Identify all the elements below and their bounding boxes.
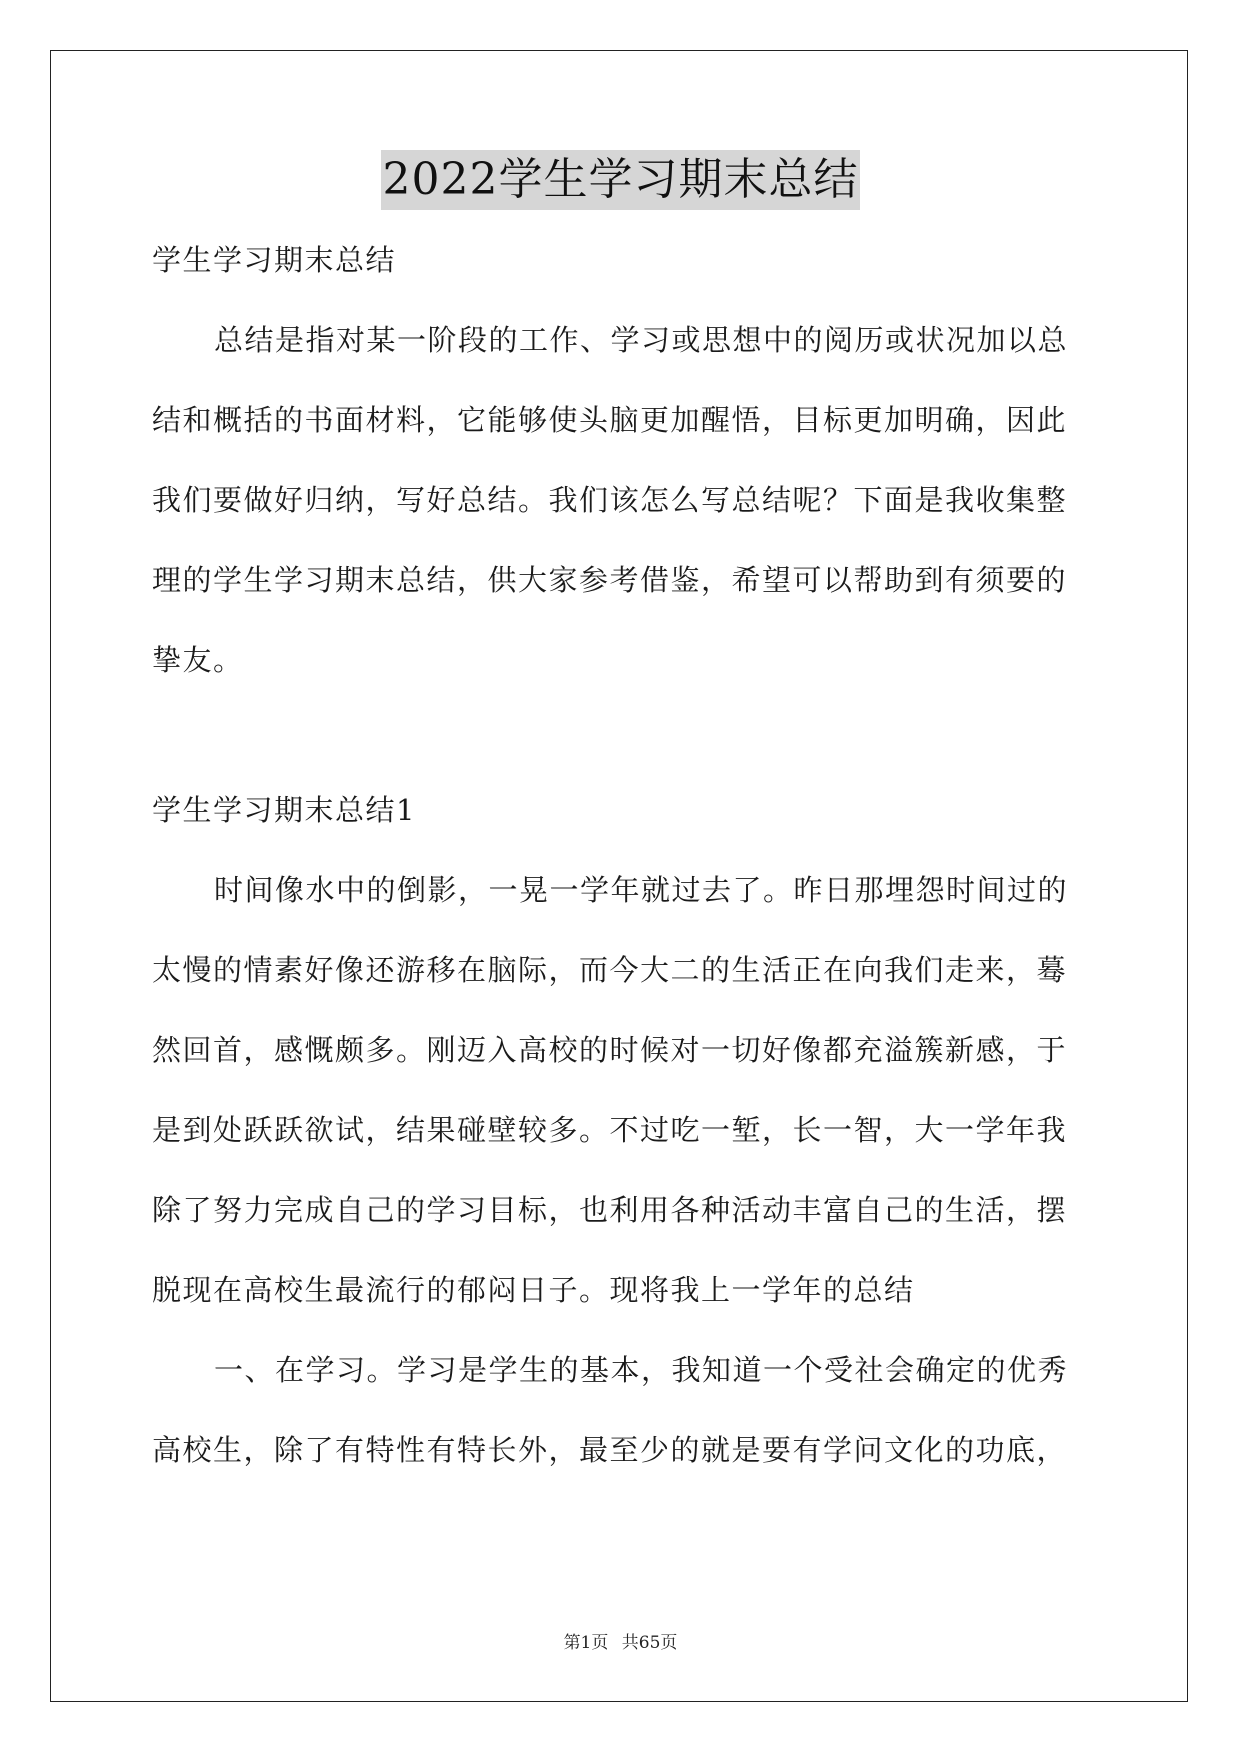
- page-total: 共65页: [621, 1633, 678, 1653]
- paragraph-line: 总结是指对某一阶段的工作、学习或思想中的阅历或状况加以总: [214, 323, 1069, 357]
- paragraph-line: 除了努力完成自己的学习目标，也利用各种活动丰富自己的生活，摆: [152, 1193, 1068, 1227]
- page-footer: [0, 1628, 1241, 1653]
- paragraph-line: 是到处跃跃欲试，结果碰壁较多。不过吃一堑，长一智，大一学年我: [152, 1113, 1068, 1147]
- paragraph-line: 理的学生学习期末总结，供大家参考借鉴，希望可以帮助到有须要的: [152, 563, 1068, 597]
- paragraph-line: 高校生，除了有特性有特长外，最至少的就是要有学问文化的功底，: [152, 1433, 1068, 1467]
- paragraph-line: 时间像水中的倒影，一晃一学年就过去了。昨日那埋怨时间过的: [214, 873, 1069, 907]
- section-heading-intro: 学生学习期末总结: [152, 243, 397, 277]
- document-title: 2022学生学习期末总结: [381, 150, 861, 210]
- paragraph-line: 结和概括的书面材料，它能够使头脑更加醒悟，目标更加明确，因此: [152, 403, 1068, 437]
- paragraph-line: 挚友。: [152, 643, 244, 677]
- paragraph-line: 一、在学习。学习是学生的基本，我知道一个受社会确定的优秀: [214, 1353, 1069, 1387]
- title-container: [0, 150, 1241, 210]
- page-number: 第1页: [563, 1633, 609, 1653]
- paragraph-line: 脱现在高校生最流行的郁闷日子。现将我上一学年的总结: [152, 1273, 915, 1307]
- section-heading-1: 学生学习期末总结1: [152, 793, 416, 827]
- paragraph-line: 我们要做好归纳，写好总结。我们该怎么写总结呢？下面是我收集整: [152, 483, 1068, 517]
- paragraph-line: 太慢的情素好像还游移在脑际，而今大二的生活正在向我们走来，蓦: [152, 953, 1068, 987]
- paragraph-line: 然回首，感慨颇多。刚迈入高校的时候对一切好像都充溢簇新感，于: [152, 1033, 1068, 1067]
